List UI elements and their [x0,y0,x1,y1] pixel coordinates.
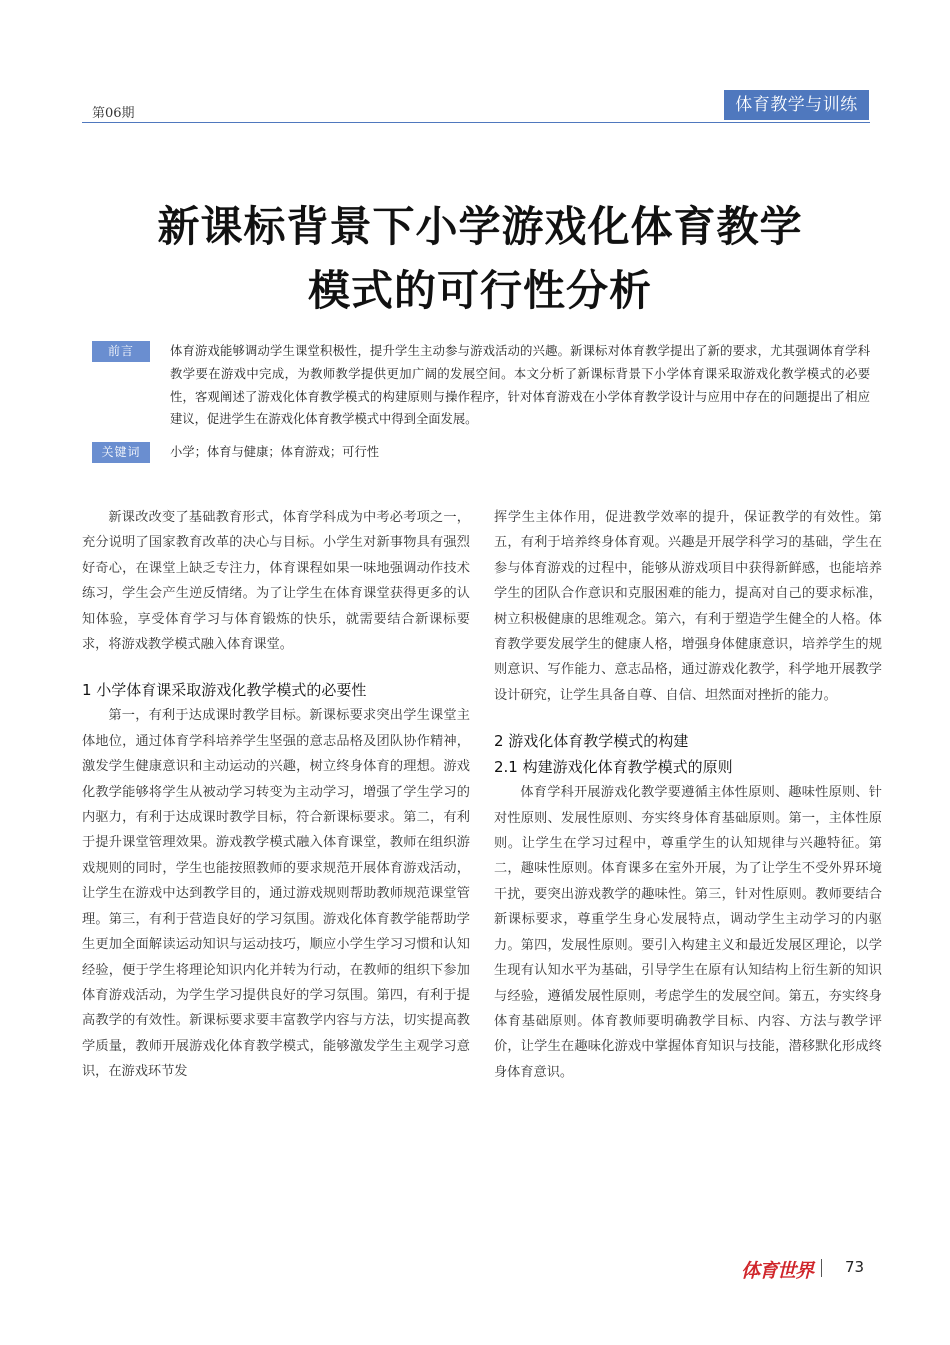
preface-tag: 前言 [92,341,150,362]
column-badge: 体育教学与训练 [724,90,869,120]
keywords-text: 小学；体育与健康；体育游戏；可行性 [170,445,380,459]
section-2-1-paragraph: 体育学科开展游戏化教学要遵循主体性原则、趣味性原则、针对性原则、发展性原则、夯实终身体育基础原则。第一，主体性原则。让学生在学习过程中，尊重学生的认知规律与兴趣特征。第二，趣味性原则。体育课多在室外开展，为了让学生不受外界环境干扰，要突出游戏教学的趣味性。第三，针对性原则。教师要结合新课标要求，尊重学生身心发展特点，调动学生主动学习的内驱力。第四，发展性原则。要引入构建主义和最近发展区理论，以学生现有认知水平为基础，引导学生在原有认知结构上衍生新的知识与经验，遵循发展性原则，考虑学生的发展空间。第五，夯实终身体育基础原则。体育教师要明确教学目标、内容、方法与教学评价，让学生在趣味化游戏中掌握体育知识与技能，潜移默化形成终身体育意识。 [494,785,882,1080]
section-1-paragraph: 第一，有利于达成课时教学目标。新课标要求突出学生课堂主体地位，通过体育学科培养学生坚强的意志品格及团队协作精神，激发学生健康意识和主动运动的兴趣，树立终身体育的理想。游戏化教学能够将学生从被动学习转变为主动学习，增强了学生学习的内驱力，有利于达成课时教学目标，符合新课标要求。第二，有利于提升课堂管理效果。游戏教学模式融入体育课堂，教师在组织游戏规则的同时，学生也能按照教师的要求规范开展体育游戏活动，让学生在游戏中达到教学目的，通过游戏规则帮助教师规范课堂管理。第三，有利于营造良好的学习氛围。游戏化体育教学能帮助学生更加全面解读运动知识与运动技巧，顺应小学生学习习惯和认知经验，便于学生将理论知识内化并转为行动，在教师的组织下参加体育游戏活动，为学生学习提供良好的学习氛围。第四，有利于提高教学的有效性。新课标要求要丰富教学内容与方法，切实提高教学质量，教师开展游戏化体育教学模式，能够激发学生主观学习意识，在游戏环节发 [82,708,470,1080]
article-title [80,195,880,323]
left-column [82,505,470,1085]
section-2-heading: 2 游戏化体育教学模式的构建 [494,732,689,751]
title-line-2: 模式的可行性分析 [307,266,652,315]
page-number: 73 [845,1258,865,1276]
keywords-tag: 关键词 [92,442,150,463]
issue-number: 第06期 [92,106,135,121]
section-2-1-heading: 2.1 构建游戏化体育教学模式的原则 [494,758,733,777]
title-line-1: 新课标背景下小学游戏化体育教学 [157,202,803,251]
section-1-heading: 1 小学体育课采取游戏化教学模式的必要性 [82,681,367,700]
intro-paragraph: 新课改改变了基础教育形式，体育学科成为中考必考项之一，充分说明了国家教育改革的决心与目标。小学生对新事物具有强烈好奇心，在课堂上缺乏专注力，体育课程如果一味地强调动作技术练习，学生会产生逆反情绪。为了让学生在体育课堂获得更多的认知体验，享受体育学习与体育锻炼的快乐，就需要结合新课标要求，将游戏教学模式融入体育课堂。 [82,510,470,653]
section-1-continuation: 挥学生主体作用，促进教学效率的提升，保证教学的有效性。第五，有利于培养终身体育观。兴趣是开展学科学习的基础，学生在参与体育游戏的过程中，能够从游戏项目中获得新鲜感，也能培养学生的团队合作意识和克服困难的能力，提高对自己的要求标准，树立积极健康的思维观念。第六，有利于塑造学生健全的人格。体育教学要发展学生的健康人格，增强身体健康意识，培养学生的规则意识、写作能力、意志品格，通过游戏化教学，科学地开展教学设计研究，让学生具备自尊、自信、坦然面对挫折的能力。 [494,510,882,703]
right-column [494,505,882,1085]
abstract-text: 体育游戏能够调动学生课堂积极性，提升学生主动参与游戏活动的兴趣。新课标对体育教学提出了新的要求，尤其强调体育学科教学要在游戏中完成，为教师教学提供更加广阔的发展空间。本文分析了新课标背景下小学体育课采取游戏化教学模式的必要性，客观阐述了游戏化体育教学模式的构建原则与操作程序，针对体育游戏在小学体育教学设计与应用中存在的问题提出了相应建议，促进学生在游戏化体育教学模式中得到全面发展。 [170,344,870,427]
header-divider [82,122,870,123]
magazine-logo: 体育世界 [741,1260,814,1282]
footer-divider [821,1259,822,1277]
